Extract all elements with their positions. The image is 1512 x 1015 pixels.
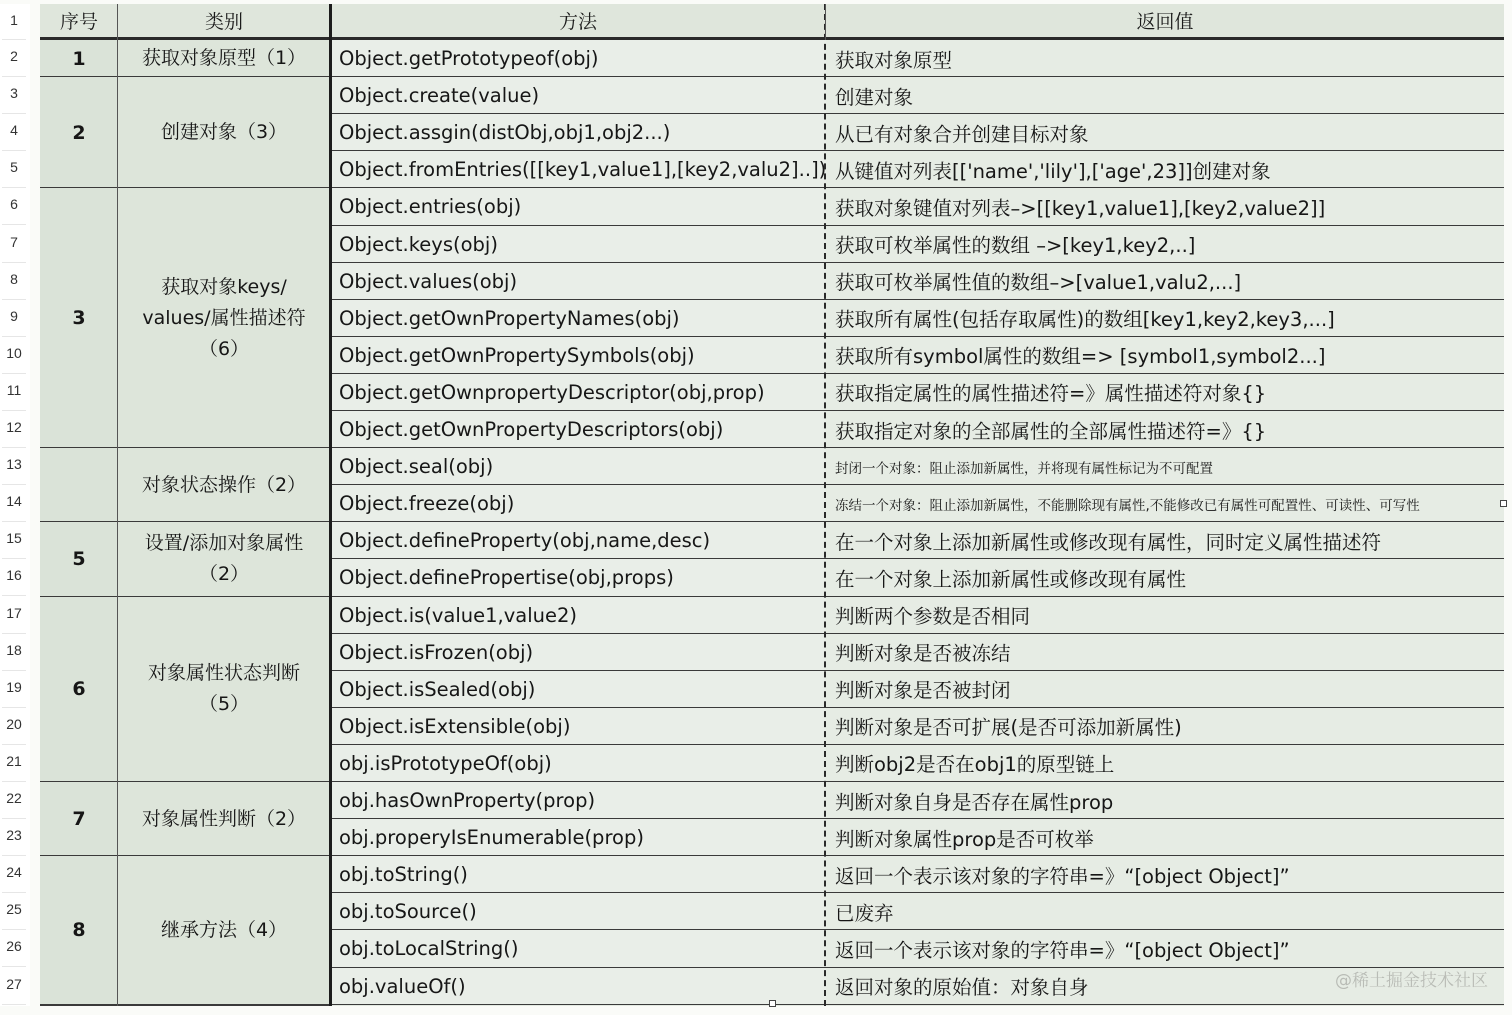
- return-value-cell[interactable]: 判断两个参数是否相同: [826, 597, 1504, 634]
- column-divider: [117, 4, 118, 1006]
- return-value-cell[interactable]: 获取对象键值对列表–>[[key1,value1],[key2,value2]]: [826, 188, 1504, 225]
- return-value-cell[interactable]: 创建对象: [826, 77, 1504, 114]
- method-cell[interactable]: Object.values(obj): [330, 263, 826, 300]
- row-number[interactable]: 27: [2, 968, 26, 1005]
- header-seq[interactable]: 序号: [40, 4, 118, 40]
- row-number[interactable]: 12: [2, 411, 26, 448]
- return-value-cell[interactable]: 返回一个表示该对象的字符串=》“[object Object]”: [826, 930, 1504, 967]
- row-number[interactable]: 9: [2, 300, 26, 337]
- method-cell[interactable]: Object.isFrozen(obj): [330, 634, 826, 671]
- category-cell[interactable]: 对象属性判断（2）: [118, 782, 330, 856]
- return-value-cell[interactable]: 判断对象是否可扩展(是否可添加新属性): [826, 708, 1504, 745]
- method-cell[interactable]: Object.definePropertise(obj,props): [330, 559, 826, 596]
- method-cell[interactable]: Object.seal(obj): [330, 448, 826, 485]
- method-cell[interactable]: Object.getOwnpropertyDescriptor(obj,prop): [330, 374, 826, 411]
- row-number[interactable]: 5: [2, 151, 26, 188]
- return-value-cell[interactable]: 获取可枚举属性的数组 –>[key1,key2,..]: [826, 226, 1504, 263]
- method-cell[interactable]: Object.create(value): [330, 77, 826, 114]
- row-number[interactable]: 25: [2, 893, 26, 930]
- row-number[interactable]: 6: [2, 188, 26, 225]
- method-cell[interactable]: Object.is(value1,value2): [330, 597, 826, 634]
- row-number[interactable]: 18: [2, 634, 26, 671]
- row-number[interactable]: 23: [2, 819, 26, 856]
- header-category[interactable]: 类别: [118, 4, 330, 40]
- method-cell[interactable]: Object.getOwnPropertyNames(obj): [330, 300, 826, 337]
- row-number[interactable]: 3: [2, 77, 26, 114]
- return-value-cell[interactable]: 返回对象的原始值：对象自身: [826, 968, 1504, 1005]
- return-value-cell[interactable]: 获取对象原型: [826, 40, 1504, 77]
- column-divider: [329, 4, 332, 1006]
- row-number[interactable]: 15: [2, 522, 26, 559]
- row-number[interactable]: 4: [2, 114, 26, 151]
- header-returns[interactable]: 返回值: [826, 4, 1504, 40]
- category-cell[interactable]: 设置/添加对象属性 （2）: [118, 522, 330, 596]
- row-number[interactable]: 14: [2, 485, 26, 522]
- return-value-cell[interactable]: 判断对象是否被封闭: [826, 671, 1504, 708]
- row-number[interactable]: 22: [2, 782, 26, 819]
- method-cell[interactable]: Object.assgin(distObj,obj1,obj2...): [330, 114, 826, 151]
- method-cell[interactable]: obj.toString(): [330, 856, 826, 893]
- method-cell[interactable]: obj.isPrototypeOf(obj): [330, 745, 826, 782]
- category-cell[interactable]: 对象状态操作（2）: [118, 448, 330, 522]
- row-number[interactable]: 21: [2, 745, 26, 782]
- return-value-cell[interactable]: 获取所有symbol属性的数组=> [symbol1,symbol2...]: [826, 337, 1504, 374]
- method-cell[interactable]: obj.valueOf(): [330, 968, 826, 1005]
- method-cell[interactable]: Object.getOwnPropertySymbols(obj): [330, 337, 826, 374]
- row-number[interactable]: 11: [2, 374, 26, 411]
- method-cell[interactable]: Object.isSealed(obj): [330, 671, 826, 708]
- resize-handle-bottom[interactable]: [769, 1000, 776, 1007]
- row-number[interactable]: 24: [2, 856, 26, 893]
- return-value-cell[interactable]: 获取指定对象的全部属性的全部属性描述符=》{}: [826, 411, 1504, 448]
- return-value-cell[interactable]: 判断对象是否被冻结: [826, 634, 1504, 671]
- row-divider: [330, 1004, 1504, 1005]
- method-cell[interactable]: Object.keys(obj): [330, 226, 826, 263]
- return-value-cell[interactable]: 在一个对象上添加新属性或修改现有属性，同时定义属性描述符: [826, 522, 1504, 559]
- method-cell[interactable]: obj.properyIsEnumerable(prop): [330, 819, 826, 856]
- row-number[interactable]: 26: [2, 930, 26, 967]
- method-cell[interactable]: Object.getOwnPropertyDescriptors(obj): [330, 411, 826, 448]
- column-divider-dashed: [824, 4, 826, 1006]
- method-cell[interactable]: obj.toLocalString(): [330, 930, 826, 967]
- watermark: @稀土掘金技术社区: [1335, 971, 1488, 991]
- return-value-cell[interactable]: 判断对象属性prop是否可枚举: [826, 819, 1504, 856]
- method-cell[interactable]: Object.fromEntries([[key1,value1],[key2,valu2]..]): [330, 151, 826, 188]
- header-method[interactable]: 方法: [330, 4, 826, 40]
- seq-cell[interactable]: 5: [40, 522, 118, 596]
- resize-handle-right[interactable]: [1500, 500, 1507, 507]
- method-cell[interactable]: obj.toSource(): [330, 893, 826, 930]
- row-number[interactable]: 13: [2, 448, 26, 485]
- return-value-cell[interactable]: 判断obj2是否在obj1的原型链上: [826, 745, 1504, 782]
- method-cell[interactable]: Object.getPrototypeof(obj): [330, 40, 826, 77]
- seq-cell[interactable]: 7: [40, 782, 118, 856]
- seq-cell[interactable]: 2: [40, 77, 118, 188]
- return-value-cell[interactable]: 在一个对象上添加新属性或修改现有属性: [826, 559, 1504, 596]
- method-cell[interactable]: Object.defineProperty(obj,name,desc): [330, 522, 826, 559]
- row-number[interactable]: 16: [2, 559, 26, 596]
- method-cell[interactable]: Object.isExtensible(obj): [330, 708, 826, 745]
- return-value-cell[interactable]: 封闭一个对象：阻止添加新属性，并将现有属性标记为不可配置: [826, 448, 1504, 485]
- return-value-cell[interactable]: 获取可枚举属性值的数组–>[value1,valu2,...]: [826, 263, 1504, 300]
- spreadsheet-table: [40, 4, 1504, 1006]
- seq-cell[interactable]: 3: [40, 188, 118, 448]
- seq-cell[interactable]: [40, 448, 118, 522]
- row-number[interactable]: 8: [2, 263, 26, 300]
- category-cell[interactable]: 创建对象（3）: [118, 77, 330, 188]
- seq-cell[interactable]: 1: [40, 40, 118, 77]
- row-number-gutter: [0, 4, 30, 1006]
- return-value-cell[interactable]: 返回一个表示该对象的字符串=》“[object Object]”: [826, 856, 1504, 893]
- row-number[interactable]: 17: [2, 597, 26, 634]
- return-value-cell[interactable]: 获取指定属性的属性描述符=》属性描述符对象{}: [826, 374, 1504, 411]
- group-divider: [40, 1004, 330, 1006]
- return-value-cell[interactable]: 从键值对列表[['name','lily'],['age',23]]创建对象: [826, 151, 1504, 188]
- row-number[interactable]: 19: [2, 671, 26, 708]
- seq-cell[interactable]: 6: [40, 597, 118, 783]
- row-number[interactable]: 20: [2, 708, 26, 745]
- return-value-cell[interactable]: 从已有对象合并创建目标对象: [826, 114, 1504, 151]
- category-cell[interactable]: 获取对象keys/ values/属性描述符 （6）: [118, 188, 330, 448]
- row-number[interactable]: 7: [2, 226, 26, 263]
- row-number[interactable]: 10: [2, 337, 26, 374]
- return-value-cell[interactable]: 判断对象自身是否存在属性prop: [826, 782, 1504, 819]
- method-cell[interactable]: Object.freeze(obj): [330, 485, 826, 522]
- category-cell[interactable]: 继承方法（4）: [118, 856, 330, 1004]
- method-cell[interactable]: obj.hasOwnProperty(prop): [330, 782, 826, 819]
- column-divider: [825, 4, 826, 40]
- category-cell[interactable]: 获取对象原型（1）: [118, 40, 330, 77]
- row-number[interactable]: 2: [2, 40, 26, 77]
- return-value-cell[interactable]: 已废弃: [826, 893, 1504, 930]
- method-cell[interactable]: Object.entries(obj): [330, 188, 826, 225]
- seq-cell[interactable]: 8: [40, 856, 118, 1004]
- category-cell[interactable]: 对象属性状态判断 （5）: [118, 597, 330, 783]
- row-number[interactable]: 1: [2, 4, 26, 40]
- return-value-cell[interactable]: 获取所有属性(包括存取属性)的数组[key1,key2,key3,...]: [826, 300, 1504, 337]
- return-value-cell[interactable]: 冻结一个对象：阻止添加新属性，不能删除现有属性,不能修改已有属性可配置性、可读性、可写性: [826, 485, 1504, 522]
